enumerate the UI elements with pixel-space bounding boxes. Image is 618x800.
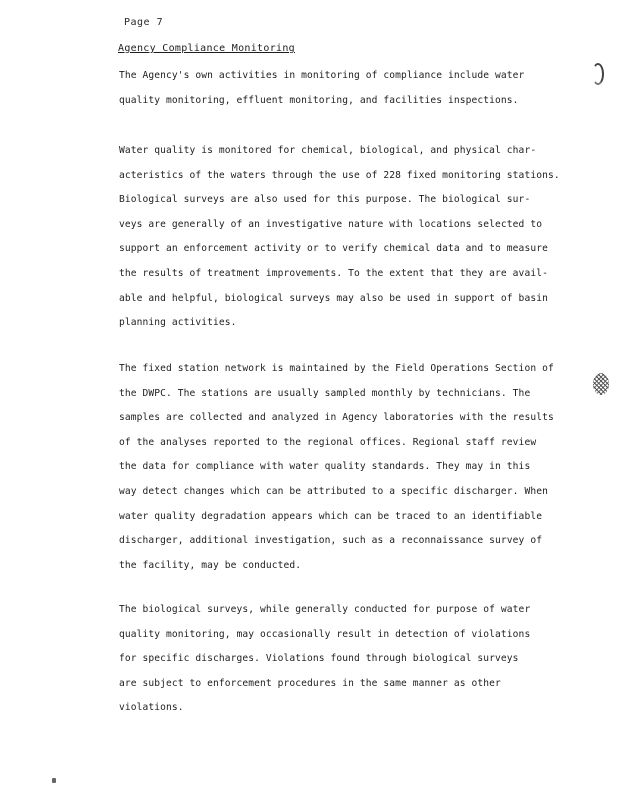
text-line: The Agency's own activities in monitoring of compliance include water — [119, 70, 525, 81]
punch-hole-mark — [593, 373, 609, 395]
text-line: of the analyses reported to the regional offices. Regional staff review — [119, 436, 537, 448]
paragraph-fixed-station-network — [119, 357, 554, 578]
text-line: support an enforcement activity or to verify chemical data and to measure — [119, 243, 548, 255]
section-heading: Agency Compliance Monitoring — [118, 43, 295, 54]
text-line: water quality degradation appears which can be traced to an identifiable — [119, 510, 543, 522]
text-line: samples are collected and analyzed in Agency laboratories with the results — [119, 412, 554, 424]
text-line: violations. — [119, 702, 184, 714]
text-line: quality monitoring, effluent monitoring, and facilities inspections. — [119, 94, 519, 106]
text-line: planning activities. — [119, 317, 237, 329]
text-line: way detect changes which can be attributed to a specific discharger. When — [119, 485, 548, 497]
paragraph-water-quality — [119, 139, 560, 336]
text-line: able and helpful, biological surveys may also be used in support of basin — [119, 292, 548, 304]
paragraph-biological-surveys — [119, 598, 530, 721]
text-line: acteristics of the waters through the use of 228 fixed monitoring stations. — [119, 169, 560, 181]
text-line: discharger, additional investigation, such as a reconnaissance survey of — [119, 535, 543, 547]
text-line: veys are generally of an investigative nature with locations selected to — [119, 218, 543, 230]
text-line: Biological surveys are also used for this purpose. The biological sur- — [119, 194, 531, 206]
text-line: for specific discharges. Violations found through biological surveys — [119, 653, 519, 665]
text-line: the data for compliance with water quality standards. They may in this — [119, 461, 531, 473]
text-line: the facility, may be conducted. — [119, 559, 302, 571]
text-line: are subject to enforcement procedures in the same manner as other — [119, 677, 501, 689]
text-line: the results of treatment improvements. To the extent that they are avail- — [119, 267, 548, 279]
scan-speck — [52, 778, 56, 783]
text-line: the DWPC. The stations are usually sampled monthly by technicians. The — [119, 387, 531, 399]
punch-hole-mark — [592, 63, 604, 85]
page-number: Page 7 — [124, 17, 164, 28]
text-line: quality monitoring, may occasionally result in detection of violations — [119, 628, 531, 640]
paragraph-compliance-intro — [119, 64, 524, 113]
text-line: The fixed station network is maintained by the Field Operations Section of — [119, 363, 554, 374]
text-line: Water quality is monitored for chemical, biological, and physical char- — [119, 145, 537, 156]
text-line: The biological surveys, while generally conducted for purpose of water — [119, 604, 531, 615]
